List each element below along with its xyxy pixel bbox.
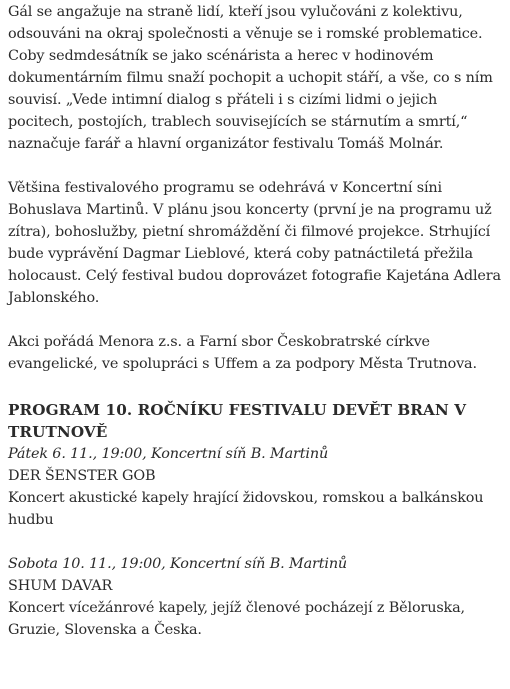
event-description: Koncert vícežánrové kapely, jejíž členové pocházejí z Běloruska, Gruzie, Slovenska a Česka.: [8, 600, 465, 638]
program-event: [8, 443, 504, 531]
event-datetime-venue: Pátek 6. 11., 19:00, Koncertní síň B. Martinů: [8, 446, 329, 462]
event-description: Koncert akustické kapely hrající židovskou, romskou a balkánskou hudbu: [8, 490, 484, 528]
event-title: DER ŠENSTER GOB: [8, 468, 156, 484]
event-title: SHUM DAVAR: [8, 578, 113, 594]
program-event: [8, 553, 504, 641]
paragraph-organizers: Akci pořádá Menora z.s. a Farní sbor Českobratrské církve evangelické, ve spolupráci s Uffem a za podpory Města Trutnova.: [8, 334, 477, 372]
paragraph-program-overview: Většina festivalového programu se odehrává v Koncertní síni Bohuslava Martinů. V plánu jsou koncerty (první je na programu už zítra), bohoslužby, pietní shromáždění či filmové projekce. Strhující bude vyprávění Dagmar Lieblové, která coby patnáctiletá přežila holocaust. Celý festival budou doprovázet fotografie Kajetána Adlera Jablonského.: [8, 180, 501, 306]
paragraph-gal: Gál se angažuje na straně lidí, kteří jsou vylučováni z kolektivu, odsouváni na okraj společnosti a věnuje se i romské problematice. Coby sedmdesátník se jako scénárista a herec v hodinovém dokumentárním filmu snaží pochopit a uchopit stáří, a vše, co s ním souvisí. „Vede intimní dialog s přáteli i s cizími lidmi o jejich pocitech, postojích, trablech souvisejících se stárnutím a smrtí,“ naznačuje farář a hlavní organizátor festivalu Tomáš Molnár.: [8, 4, 493, 152]
program-heading: PROGRAM 10. ROČNÍKU FESTIVALU DEVĚT BRAN V TRUTNOVĚ: [8, 401, 467, 441]
event-datetime-venue: Sobota 10. 11., 19:00, Koncertní síň B. Martinů: [8, 556, 348, 572]
